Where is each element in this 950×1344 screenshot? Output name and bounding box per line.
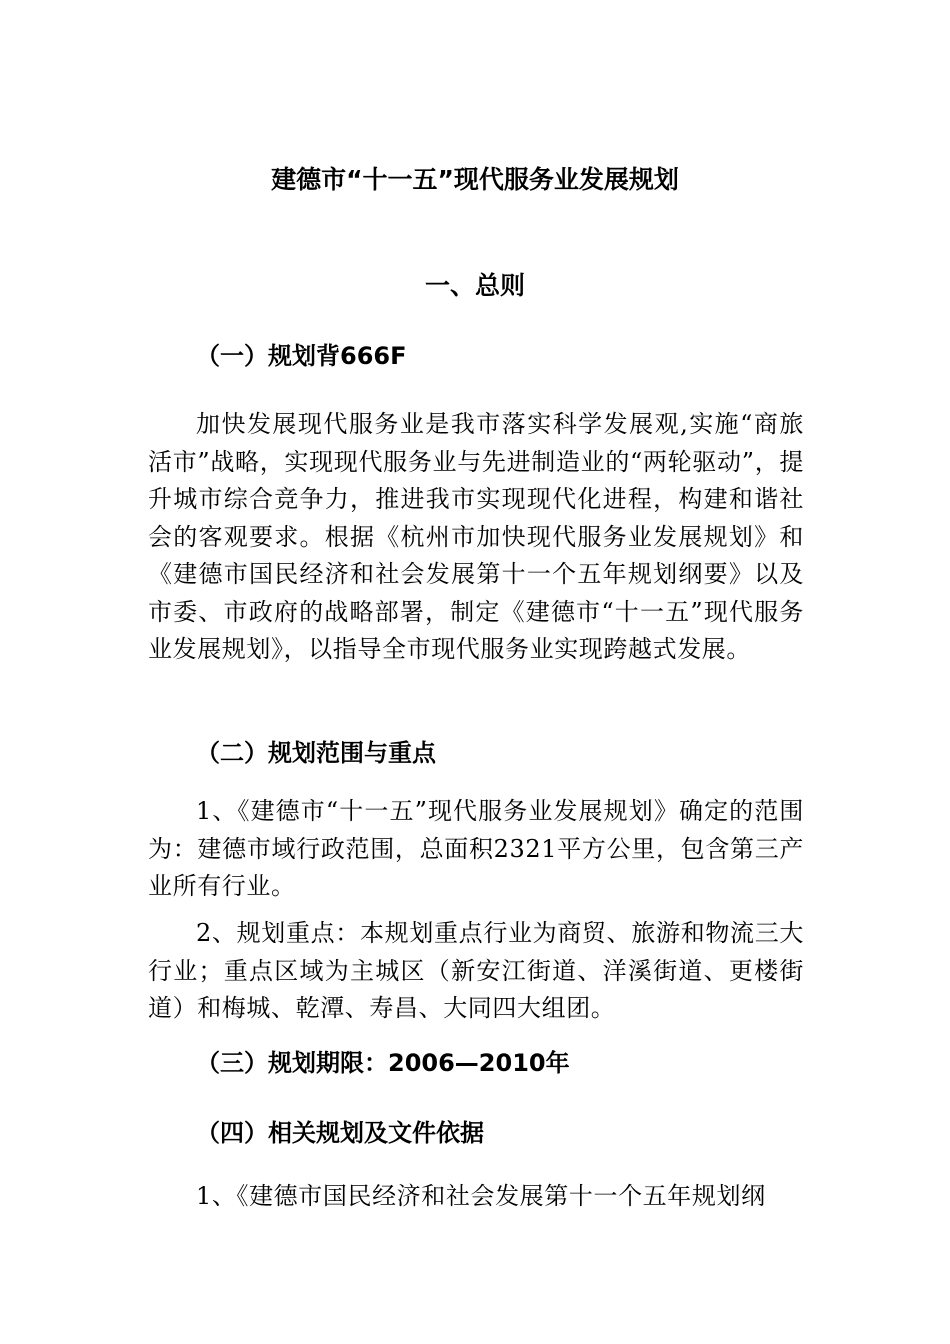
- paragraph-related-documents: 1、《建德市国民经济和社会发展第十一个五年规划纲: [196, 1182, 766, 1210]
- paragraph-background: 加快发展现代服务业是我市落实科学发展观,实施“商旅活市”战略，实现现代服务业与先进制造业的“两轮驱动”，提升城市综合竞争力，推进我市实现现代化进程，构建和谐社会的客观要求。根据《杭州市加快现代服务业发展规划》和《建德市国民经济和社会发展第十一个五年规划纲要》以及市委、市政府的战略部署，制定《建德市“十一五”现代服务业发展规划》，以指导全市现代服务业实现跨越式发展。: [148, 410, 804, 663]
- document-title: 建德市“十一五”现代服务业发展规划: [271, 165, 679, 194]
- heading-planning-period: （三）规划期限：2006—2010年: [196, 1049, 570, 1077]
- heading-planning-background: （一）规划背666F: [196, 342, 407, 370]
- paragraph-scope: 1、《建德市“十一五”现代服务业发展规划》确定的范围为：建德市域行政范围，总面积2321平方公里，包含第三产业所有行业。: [148, 797, 804, 900]
- section-heading-general: 一、总则: [424, 271, 525, 300]
- heading-related-documents: （四）相关规划及文件依据: [196, 1119, 484, 1147]
- paragraph-focus: 2、规划重点：本规划重点行业为商贸、旅游和物流三大行业；重点区域为主城区（新安江街道、洋溪街道、更楼街道）和梅城、乾潭、寿昌、大同四大组团。: [148, 919, 804, 1022]
- heading-scope-and-focus: （二）规划范围与重点: [196, 739, 436, 767]
